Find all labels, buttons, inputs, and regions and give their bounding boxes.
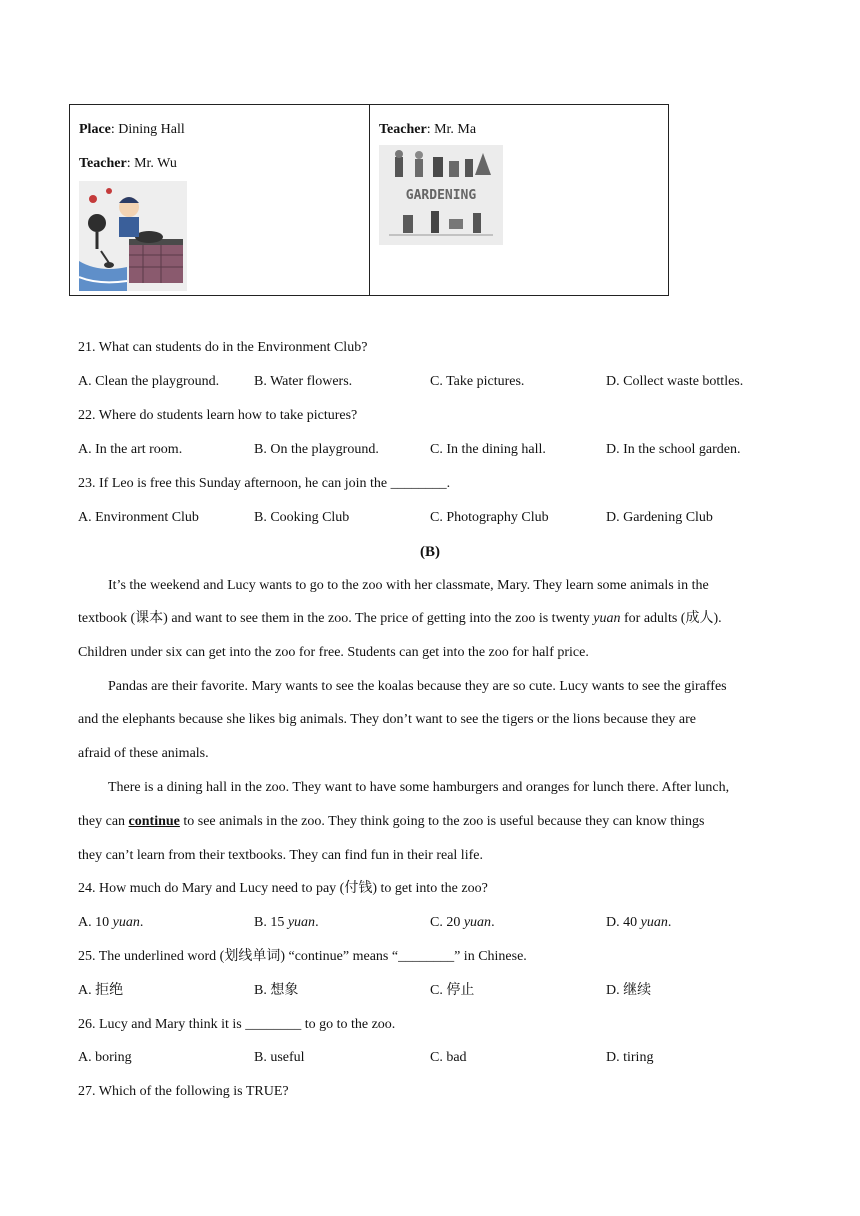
q26-option-b: B. useful (254, 1050, 305, 1065)
q25-option-d: D. 继续 (606, 983, 652, 998)
option-unit: yuan (640, 915, 668, 930)
q22-option-c: C. In the dining hall. (430, 442, 546, 457)
underlined-word-continue: continue (128, 814, 180, 829)
teacher-value-right: : Mr. Ma (426, 122, 477, 137)
passage-p1-line1: It’s the weekend and Lucy wants to go to the zoo with her classmate, Mary. They learn some animals in the (108, 578, 709, 593)
passage-text: they can (78, 814, 129, 829)
option-end: . (315, 915, 319, 930)
option-unit: yuan (463, 915, 492, 930)
q21-option-a: A. Clean the playground. (78, 374, 220, 389)
passage-p1-line2 (78, 609, 722, 629)
section-b-heading: (B) (420, 544, 440, 560)
passage-text: to see animals in the zoo. They think going to the zoo is useful because they can know things (179, 814, 705, 829)
q25-option-c: C. 停止 (430, 983, 475, 998)
cooking-illustration (79, 181, 187, 291)
question-23-stem: 23. If Leo is free this Sunday afternoon, he can join the ________. (78, 476, 451, 491)
q22-option-b: B. On the playground. (254, 442, 379, 457)
teacher-label: Teacher (79, 156, 127, 171)
q21-option-c: C. Take pictures. (430, 374, 525, 389)
question-21-stem: 21. What can students do in the Environment Club? (78, 340, 368, 355)
gardening-club-cell (369, 105, 668, 295)
q23-option-b: B. Cooking Club (254, 510, 350, 525)
cooking-club-cell (70, 105, 369, 295)
teacher-line (79, 155, 361, 173)
club-info-table (69, 104, 669, 296)
q25-option-b: B. 想象 (254, 983, 299, 998)
teacher-label-right: Teacher (379, 122, 427, 137)
question-24-stem: 24. How much do Mary and Lucy need to pay (付钱) to get into the zoo? (78, 881, 488, 896)
option-text: A. 10 (78, 915, 113, 930)
q26-option-c: C. bad (430, 1050, 467, 1065)
option-text: C. 20 (430, 915, 464, 930)
passage-p2-line3: afraid of these animals. (78, 746, 209, 761)
gardening-wordmark: GARDENING (405, 188, 477, 203)
teacher-line-right (379, 121, 660, 139)
q23-option-c: C. Photography Club (430, 510, 549, 525)
q24-option-a (78, 913, 143, 933)
passage-p1-line3: Children under six can get into the zoo for free. Students can get into the zoo for half price. (78, 645, 589, 660)
option-end: . (491, 915, 495, 930)
q21-option-b: B. Water flowers. (254, 374, 353, 389)
passage-p2-line2: and the elephants because she likes big animals. They don’t want to see the tigers or the lions because they are (78, 712, 697, 727)
passage-text: for adults (成人). (620, 611, 722, 626)
passage-p2-line1: Pandas are their favorite. Mary wants to see the koalas because they are so cute. Lucy wants to see the giraffes (108, 679, 727, 694)
option-text: D. 40 (606, 915, 641, 930)
option-unit: yuan (287, 915, 316, 930)
option-end: . (667, 915, 672, 930)
q21-option-d: D. Collect waste bottles. (606, 374, 744, 389)
gardening-illustration (379, 145, 503, 245)
q24-option-b (254, 913, 319, 933)
q22-option-a: A. In the art room. (78, 442, 183, 457)
question-22-stem: 22. Where do students learn how to take pictures? (78, 408, 358, 423)
q23-option-a: A. Environment Club (78, 510, 199, 525)
passage-p3-line2 (78, 812, 705, 832)
q26-option-d: D. tiring (606, 1050, 654, 1065)
q22-option-d: D. In the school garden. (606, 442, 741, 457)
passage-p3-line1: There is a dining hall in the zoo. They want to have some hamburgers and oranges for lunch there. After lunch, (108, 780, 730, 795)
option-end: . (139, 915, 144, 930)
place-label: Place (79, 122, 111, 137)
place-line (79, 121, 361, 139)
option-unit: yuan (112, 915, 140, 930)
q25-option-a: A. 拒绝 (78, 983, 124, 998)
passage-text: textbook (课本) and want to see them in the zoo. The price of getting into the zoo is twenty (78, 611, 594, 626)
q24-option-c (430, 913, 495, 933)
option-text: B. 15 (254, 915, 288, 930)
place-value: : Dining Hall (110, 122, 185, 137)
q23-option-d: D. Gardening Club (606, 510, 713, 525)
teacher-value: : Mr. Wu (126, 156, 177, 171)
question-26-stem: 26. Lucy and Mary think it is ________ to go to the zoo. (78, 1017, 396, 1032)
passage-p3-line3: they can’t learn from their textbooks. They can find fun in their real life. (78, 848, 483, 863)
question-27-stem: 27. Which of the following is TRUE? (78, 1084, 289, 1099)
question-25-stem: 25. The underlined word (划线单词) “continue” means “________” in Chinese. (78, 949, 527, 964)
yuan-italic: yuan (593, 611, 621, 626)
q26-option-a: A. boring (78, 1050, 132, 1065)
q24-option-d (606, 913, 671, 933)
